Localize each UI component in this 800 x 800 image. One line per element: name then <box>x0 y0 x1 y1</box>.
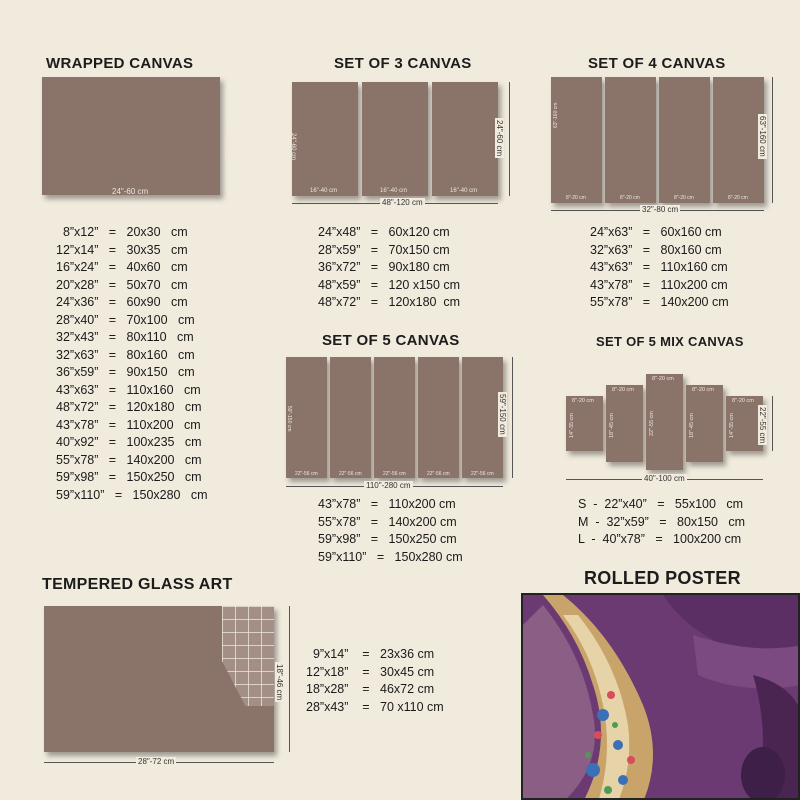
set4-panel-1-label: 8"-20 cm <box>566 195 586 201</box>
set5mix-size-row: L - 40”x78” = 100x200 cm <box>578 532 742 546</box>
set5mix-panel-top-label: 8"-20 cm <box>732 398 754 404</box>
set5mix-panel-top-label: 8"-20 cm <box>652 376 674 382</box>
set3-width-label: 48"-120 cm <box>382 198 423 207</box>
set4-height-line <box>772 77 773 203</box>
set5mix-height-line <box>772 396 773 451</box>
set4-height-label: 63"-160 cm <box>758 116 767 157</box>
set4-panel-height-label: 63"-160 cm <box>553 102 559 128</box>
glass-width-label: 28"-72 cm <box>138 757 175 766</box>
set3-title: SET OF 3 CANVAS <box>334 55 472 72</box>
wrapped-size-row: 55”x78” = 140x200 cm <box>56 452 202 467</box>
wrapped-canvas-height-label: 36"-90 cm <box>224 123 233 160</box>
set4-panel-4 <box>713 77 764 203</box>
wrapped-size-row: 8”x12” = 20x30 cm <box>56 225 188 239</box>
set3-size-row: 28”x59” = 70x150 cm <box>318 242 450 257</box>
set5-panel-1 <box>286 357 327 478</box>
set5mix-panel-side-label: 18"-45 cm <box>609 412 615 438</box>
set4-size-row: 43”x63” = 110x160 cm <box>590 260 728 274</box>
poster-title: ROLLED POSTER <box>584 568 741 588</box>
wrapped-canvas-panel <box>42 77 220 195</box>
wrapped-size-row: 48”x72” = 120x180 cm <box>56 400 202 414</box>
set3-size-row: 36”x72” = 90x180 cm <box>318 260 450 274</box>
set5mix-size-row: S - 22”x40” = 55x100 cm <box>578 497 744 511</box>
set5-panel-4 <box>418 357 459 478</box>
set5-sizes <box>318 496 463 566</box>
set3-panel-2-label: 16"-40 cm <box>380 188 408 194</box>
set4-panel-3-label: 8"-20 cm <box>674 195 694 201</box>
set4-panel-1 <box>551 77 602 203</box>
set4-panel-4-label: 8"-20 cm <box>728 195 748 201</box>
wrapped-size-row: 36”x59” = 90x150 cm <box>56 365 195 379</box>
set3-size-row: 48”x72” = 120x180 cm <box>318 295 461 309</box>
set5mix-width-label: 40"-100 cm <box>644 474 685 483</box>
wrapped-size-row: 40”x92” = 100x235 cm <box>56 435 202 449</box>
set5-size-row: 55”x78” = 140x200 cm <box>318 514 457 529</box>
set3-height-label: 24"-60 cm <box>495 120 504 157</box>
wrapped-canvas-sizes <box>56 224 208 504</box>
set5-panel-1-label: 22"-56 cm <box>295 471 318 477</box>
wrapped-size-row: 59”x98” = 150x250 cm <box>56 470 202 484</box>
set5-panel-3-label: 22"-56 cm <box>383 471 406 477</box>
set5-panel-3 <box>374 357 415 478</box>
wrapped-size-row: 32”x43” = 80x110 cm <box>56 330 194 344</box>
glass-size-row: 28”x43” = 70 x110 cm <box>306 699 444 714</box>
set5mix-panel-side-label: 14"-35 cm <box>569 412 575 438</box>
set5mix-panel-top-label: 8"-20 cm <box>572 398 594 404</box>
set5-panel-2-label: 22"-56 cm <box>339 471 362 477</box>
set5-width-label: 110"-280 cm <box>366 481 411 490</box>
set5-panel-2 <box>330 357 371 478</box>
set4-panel-3 <box>659 77 710 203</box>
set5mix-size-row: M - 32”x59” = 80x150 cm <box>578 514 746 529</box>
glass-size-row: 9”x14” = 23x36 cm <box>306 647 435 661</box>
set5mix-sizes <box>578 496 745 549</box>
rolled-poster-artwork <box>523 595 800 800</box>
set5mix-panel-side-label: 14"-35 cm <box>729 412 735 438</box>
set4-width-label: 32"-80 cm <box>642 205 679 214</box>
set4-panel-2 <box>605 77 656 203</box>
set5mix-title: SET OF 5 MIX CANVAS <box>596 334 744 349</box>
wrapped-canvas-title: WRAPPED CANVAS <box>46 55 194 72</box>
wrapped-size-row: 28”x40” = 70x100 cm <box>56 312 195 327</box>
set5mix-height-label: 22"-55 cm <box>758 407 767 444</box>
wrapped-size-row: 20”x28” = 50x70 cm <box>56 277 188 292</box>
set4-size-row: 55”x78” = 140x200 cm <box>590 295 729 309</box>
glass-size-row: 12”x18” = 30x45 cm <box>306 664 435 679</box>
glass-sizes <box>306 646 444 716</box>
wrapped-canvas-width-label: 24"-60 cm <box>112 187 149 196</box>
set5-panel-height-label: 59"-150 cm <box>286 406 292 432</box>
glass-height-line <box>289 606 290 752</box>
set4-size-row: 43”x78” = 110x200 cm <box>590 277 728 292</box>
wrapped-size-row: 43”x78” = 110x200 cm <box>56 417 201 432</box>
set5-panel-5 <box>462 357 503 478</box>
wrapped-size-row: 59”x110” = 150x280 cm <box>56 487 208 502</box>
set4-size-row: 32”x63” = 80x160 cm <box>590 242 722 257</box>
set5-size-row: 43”x78” = 110x200 cm <box>318 497 456 511</box>
set3-sizes <box>318 224 460 312</box>
set5mix-panel-side-label: 22"-55 cm <box>649 411 655 436</box>
glass-title: TEMPERED GLASS ART <box>42 576 233 593</box>
wrapped-size-row: 16”x24” = 40x60 cm <box>56 260 188 274</box>
glass-height-label: 18"-46 cm <box>275 664 284 701</box>
set4-title: SET OF 4 CANVAS <box>588 55 726 72</box>
set4-sizes <box>590 224 729 312</box>
wrapped-size-row: 43”x63” = 110x160 cm <box>56 382 201 397</box>
set5-panel-5-label: 22"-56 cm <box>471 471 494 477</box>
set5mix-panel-side-label: 18"-45 cm <box>689 412 695 438</box>
set3-panel-1-label: 16"-40 cm <box>310 188 338 194</box>
set3-panel-3 <box>432 82 498 196</box>
wrapped-size-row: 24”x36” = 60x90 cm <box>56 295 188 309</box>
set3-panel-1 <box>292 82 358 196</box>
glass-size-row: 18”x28” = 46x72 cm <box>306 682 435 696</box>
set5mix-panel-top-label: 8"-20 cm <box>692 387 714 393</box>
rolled-poster-image <box>521 593 800 800</box>
set5-title: SET OF 5 CANVAS <box>322 332 460 349</box>
set3-size-row: 48”x59” = 120 x150 cm <box>318 277 461 292</box>
set5mix-panel-top-label: 8"-20 cm <box>612 387 634 393</box>
set5-size-row: 59”x98” = 150x250 cm <box>318 532 457 546</box>
wrapped-size-row: 32”x63” = 80x160 cm <box>56 347 195 362</box>
set3-panel-height-label: 24"-60 cm <box>290 133 296 161</box>
wrapped-size-row: 12”x14” = 30x35 cm <box>56 242 188 257</box>
set5-height-label: 59"-150 cm <box>498 394 507 435</box>
set5-height-line <box>512 357 513 478</box>
set3-height-line <box>509 82 510 196</box>
set4-panel-2-label: 8"-20 cm <box>620 195 640 201</box>
set5-size-row: 59”x110” = 150x280 cm <box>318 549 463 564</box>
set3-panel-3-label: 16"-40 cm <box>450 188 478 194</box>
set3-size-row: 24”x48” = 60x120 cm <box>318 225 450 239</box>
set3-panel-2 <box>362 82 428 196</box>
set4-size-row: 24”x63” = 60x160 cm <box>590 225 722 239</box>
set5-panel-4-label: 22"-56 cm <box>427 471 450 477</box>
